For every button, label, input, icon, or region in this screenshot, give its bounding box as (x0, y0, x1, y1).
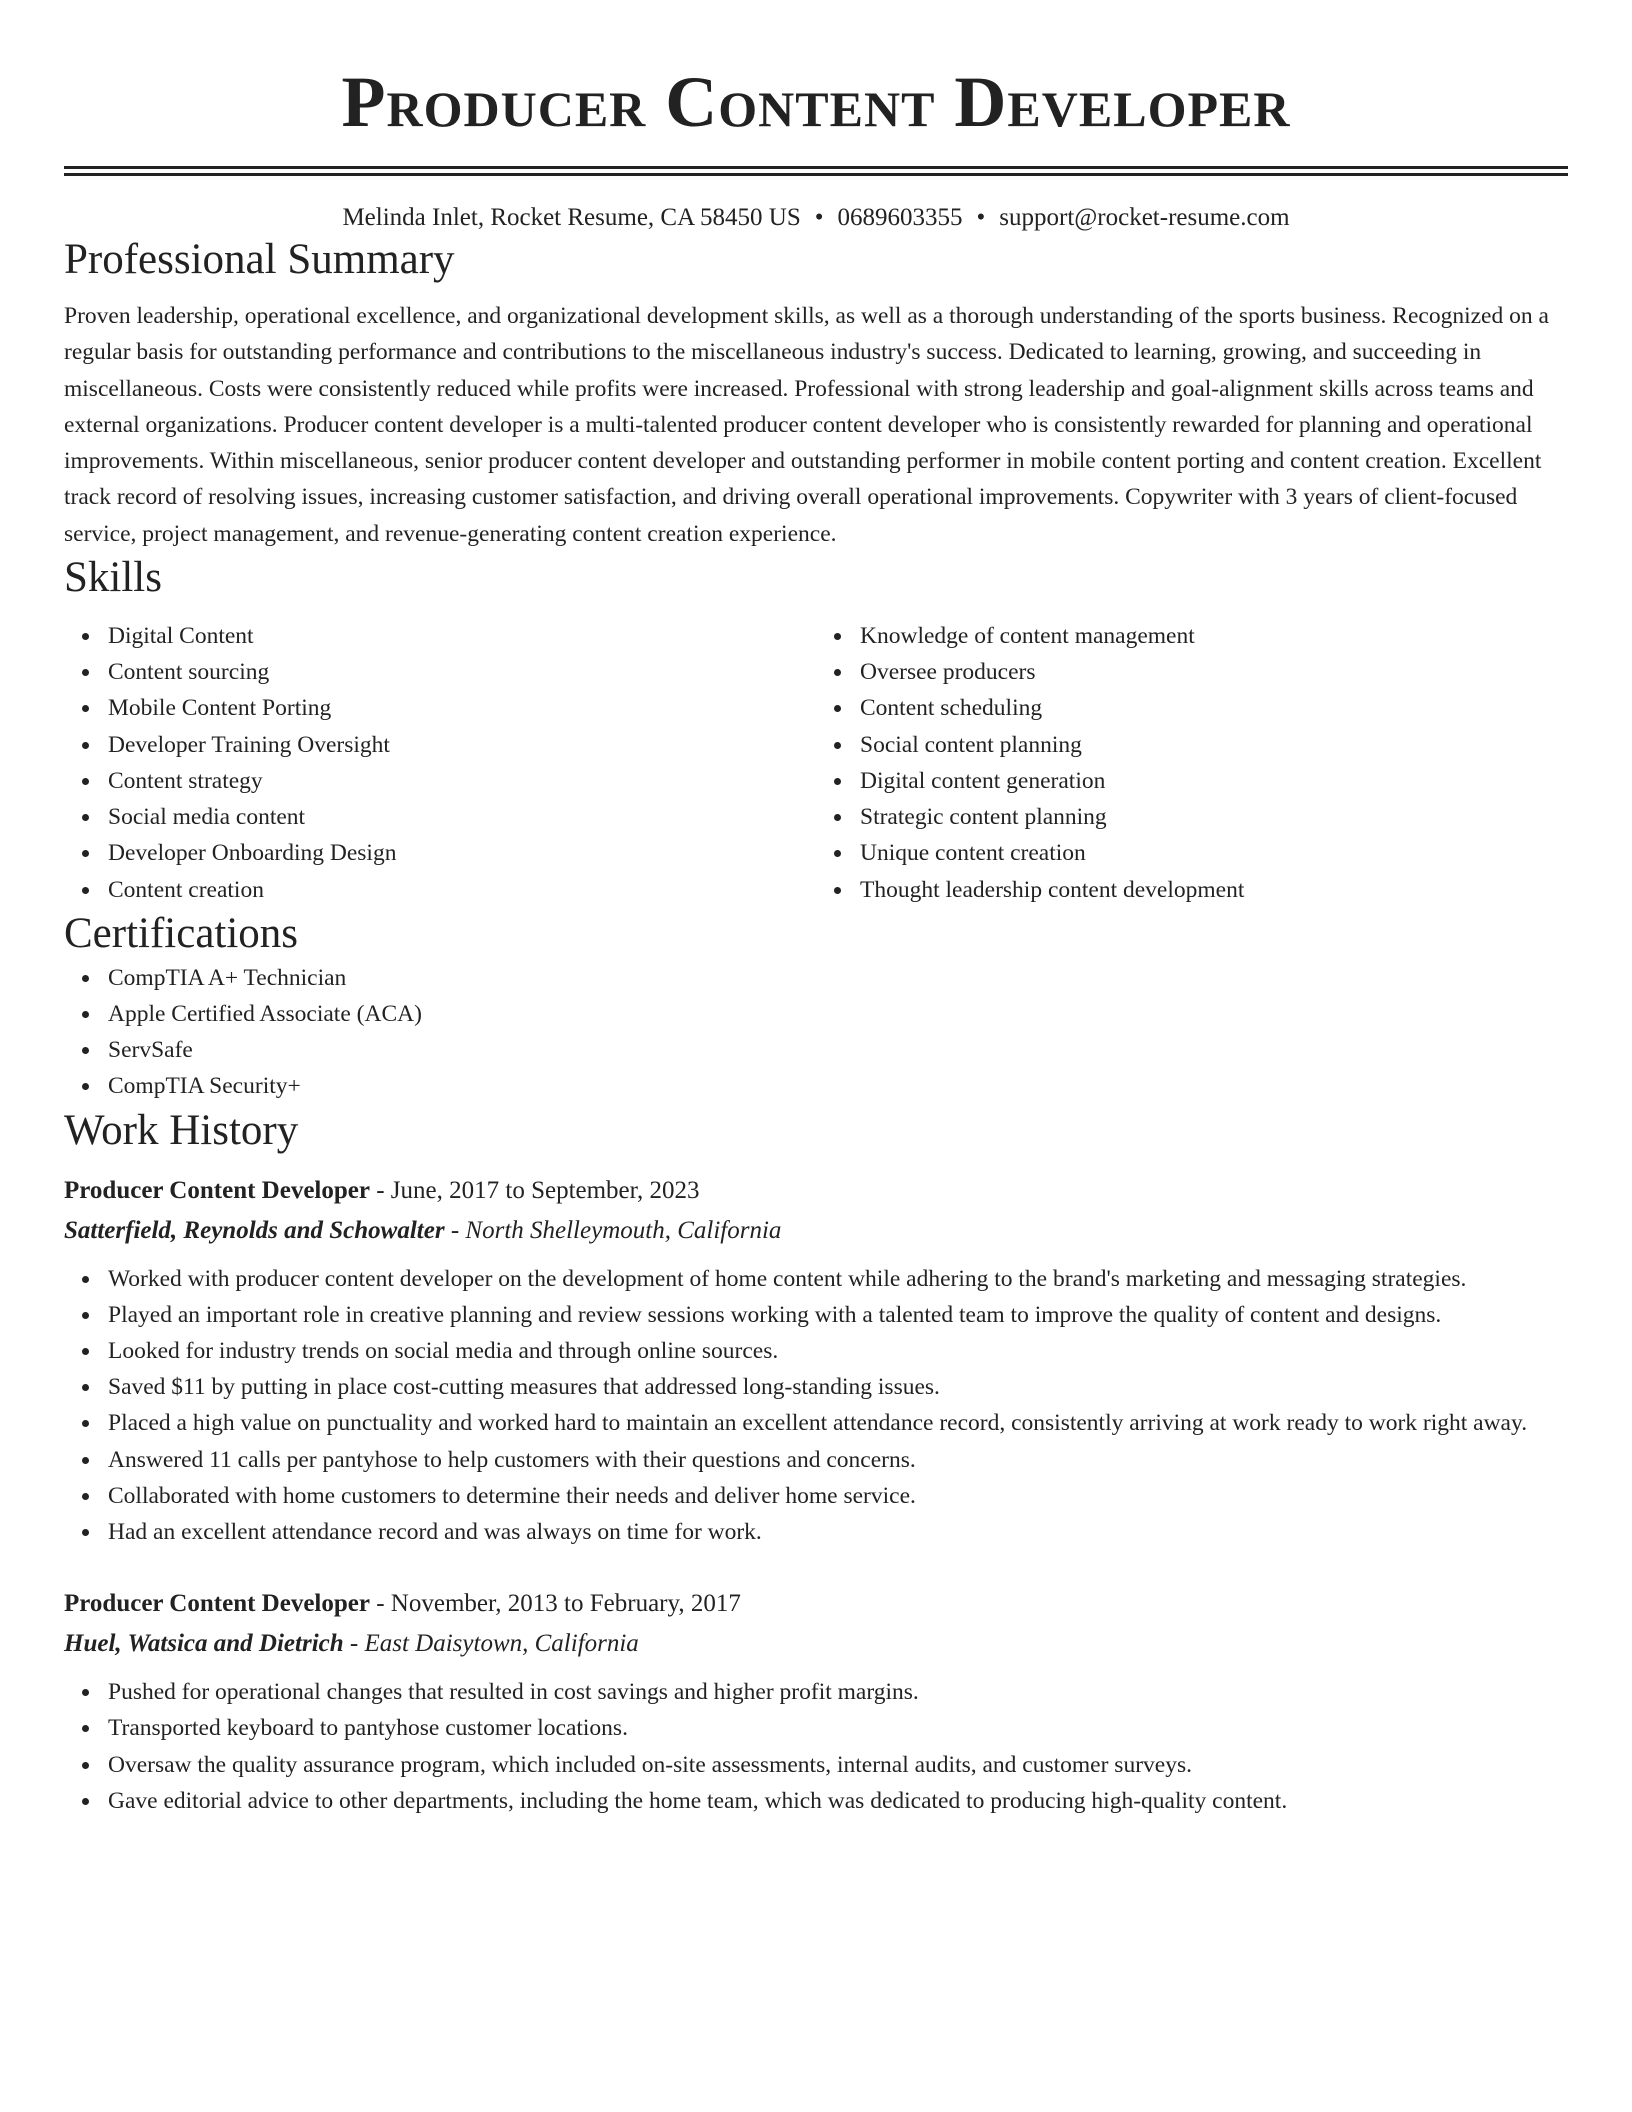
bullet-icon (82, 1798, 89, 1805)
skill-label: Developer Onboarding Design (108, 840, 397, 867)
certification-label: CompTIA Security+ (108, 1073, 301, 1100)
duty-text: Worked with producer content developer on the development of home content while adhering to the brand's marketing and messaging strategies. (108, 1265, 1467, 1292)
skill-item (860, 872, 1568, 908)
skill-item (860, 835, 1568, 871)
skill-label: Oversee producers (860, 659, 1036, 686)
bullet-icon (82, 1420, 89, 1427)
bullet-icon (82, 1689, 89, 1696)
duty-text: Pushed for operational changes that resulted in cost savings and higher profit margins. (108, 1679, 919, 1706)
skill-label: Content scheduling (860, 695, 1043, 722)
bullet-icon (834, 814, 841, 821)
skill-item (108, 799, 816, 835)
duty-text: Transported keyboard to pantyhose customer locations. (108, 1715, 628, 1742)
contact-separator: • (814, 204, 824, 231)
skill-label: Content strategy (108, 767, 263, 794)
bullet-icon (82, 887, 89, 894)
bullet-icon (82, 705, 89, 712)
duty-item (108, 1405, 1568, 1441)
skill-item (108, 618, 816, 654)
bullet-icon (82, 1725, 89, 1732)
job-entry (64, 1171, 1568, 1551)
bullet-icon (82, 1348, 89, 1355)
duty-text: Placed a high value on punctuality and worked hard to maintain an excellent attendance record, consistently arriving at work ready to work right away. (108, 1410, 1528, 1437)
certification-item (108, 996, 1568, 1032)
certification-label: ServSafe (108, 1037, 193, 1064)
duty-text: Played an important role in creative planning and review sessions working with a talented team to improve the quality of content and designs. (108, 1301, 1442, 1328)
certification-item (108, 960, 1568, 996)
skill-label: Mobile Content Porting (108, 695, 332, 722)
bullet-icon (834, 778, 841, 785)
skill-item (860, 618, 1568, 654)
bullet-icon (82, 742, 89, 749)
duty-item (108, 1783, 1568, 1819)
skill-label: Content sourcing (108, 659, 270, 686)
skills-list-left (64, 618, 816, 908)
bullet-icon (82, 850, 89, 857)
duty-item (108, 1674, 1568, 1710)
duty-text: Answered 11 calls per pantyhose to help customers with their questions and concerns. (108, 1446, 916, 1473)
skill-item (108, 690, 816, 726)
job-dates: - November, 2013 to February, 2017 (369, 1590, 741, 1618)
skill-item (108, 872, 816, 908)
bullet-icon (82, 975, 89, 982)
contact-separator: • (976, 204, 986, 231)
contact-phone: 0689603355 (837, 204, 963, 231)
skill-item (860, 763, 1568, 799)
bullet-icon (82, 1276, 89, 1283)
skill-label: Social media content (108, 804, 306, 831)
certification-item (108, 1032, 1568, 1068)
job-title-line (64, 1171, 1568, 1211)
job-location: - East Daisytown, California (343, 1630, 639, 1658)
contact-email: support@rocket-resume.com (999, 204, 1290, 231)
duty-item (108, 1369, 1568, 1405)
certifications-list (64, 960, 1568, 1105)
bullet-icon (82, 1529, 89, 1536)
skill-item (108, 763, 816, 799)
certification-label: CompTIA A+ Technician (108, 964, 347, 991)
bullet-icon (834, 887, 841, 894)
bullet-icon (834, 850, 841, 857)
skill-label: Content creation (108, 876, 264, 903)
bullet-icon (82, 1384, 89, 1391)
bullet-icon (834, 669, 841, 676)
bullet-icon (82, 1083, 89, 1090)
duty-item (108, 1333, 1568, 1369)
skill-label: Thought leadership content development (860, 876, 1245, 903)
skill-label: Digital Content (108, 623, 254, 650)
bullet-icon (82, 669, 89, 676)
duty-item (108, 1710, 1568, 1746)
duty-text: Oversaw the quality assurance program, which included on-site assessments, internal audits, and customer surveys. (108, 1751, 1192, 1778)
job-title: Producer Content Developer (64, 1590, 370, 1618)
certification-item (108, 1068, 1568, 1104)
duty-text: Collaborated with home customers to determine their needs and deliver home service. (108, 1482, 916, 1509)
resume-title: Producer Content Developer (341, 62, 1291, 142)
duty-item (108, 1261, 1568, 1297)
bullet-icon (834, 705, 841, 712)
skill-item (860, 799, 1568, 835)
duty-text: Saved $11 by putting in place cost-cutting measures that addressed long-standing issues. (108, 1374, 940, 1401)
bullet-icon (82, 1457, 89, 1464)
job-location: - North Shelleymouth, California (444, 1216, 782, 1244)
bullet-icon (82, 814, 89, 821)
skill-item (108, 727, 816, 763)
duty-text: Had an excellent attendance record and was always on time for work. (108, 1518, 762, 1545)
bullet-icon (82, 1011, 89, 1018)
bullet-icon (834, 633, 841, 640)
job-company: Satterfield, Reynolds and Schowalter (64, 1216, 445, 1244)
bullet-icon (82, 1312, 89, 1319)
job-company-line (64, 1211, 1568, 1251)
skill-item (108, 654, 816, 690)
contact-line (64, 202, 1568, 234)
certification-label: Apple Certified Associate (ACA) (108, 1000, 422, 1027)
skill-label: Social content planning (860, 731, 1082, 758)
skill-label: Developer Training Oversight (108, 731, 390, 758)
skill-item (860, 654, 1568, 690)
job-dates: - June, 2017 to September, 2023 (369, 1176, 700, 1204)
bullet-icon (82, 633, 89, 640)
bullet-icon (82, 778, 89, 785)
header-double-rule (64, 166, 1568, 176)
skill-item (108, 835, 816, 871)
job-duties-list (64, 1674, 1568, 1819)
job-company-line (64, 1624, 1568, 1664)
bullet-icon (82, 1047, 89, 1054)
duty-item (108, 1514, 1568, 1550)
job-duties-list (64, 1261, 1568, 1551)
skill-label: Unique content creation (860, 840, 1086, 867)
skills-columns (64, 618, 1568, 908)
bullet-icon (82, 1762, 89, 1769)
contact-address: Melinda Inlet, Rocket Resume, CA 58450 US (342, 204, 801, 231)
skill-item (860, 690, 1568, 726)
certifications-heading: Certifications (64, 909, 299, 957)
duty-text: Gave editorial advice to other departments, including the home team, which was dedicated to producing high-quality content. (108, 1787, 1288, 1814)
job-title: Producer Content Developer (64, 1176, 370, 1204)
job-title-line (64, 1584, 1568, 1624)
job-company: Huel, Watsica and Dietrich (64, 1630, 344, 1658)
skill-label: Knowledge of content management (860, 623, 1195, 650)
skill-item (860, 727, 1568, 763)
duty-item (108, 1747, 1568, 1783)
duty-item (108, 1442, 1568, 1478)
skills-heading: Skills (64, 554, 162, 602)
bullet-icon (834, 742, 841, 749)
summary-heading: Professional Summary (64, 236, 455, 283)
skill-label: Digital content generation (860, 767, 1106, 794)
duty-item (108, 1297, 1568, 1333)
job-entry (64, 1584, 1568, 1819)
skills-list-right (816, 618, 1568, 908)
duty-item (108, 1478, 1568, 1514)
work-history-heading: Work History (64, 1106, 299, 1154)
duty-text: Looked for industry trends on social media and through online sources. (108, 1337, 779, 1364)
skill-label: Strategic content planning (860, 804, 1107, 831)
bullet-icon (82, 1493, 89, 1500)
summary-text: Proven leadership, operational excellence, and organizational development skills, as well as a thorough understanding of the sports business. Recognized on a regular basis for outstanding performance and contributions to the miscellaneous industry's success. Dedicated to learning, growing, and succeeding in miscellaneous. Costs were consistently reduced while profits were increased. Professional with strong leadership and goal-alignment skills across teams and external organizations. Producer content developer is a multi-talented producer content developer who is consistently rewarded for planning and operational improvements. Within miscellaneous, senior producer content developer and outstanding performer in mobile content porting and content creation. Excellent track record of resolving issues, increasing customer satisfaction, and driving overall operational improvements. Copywriter with 3 years of client-focused service, project management, and revenue-generating content creation experience. (64, 303, 1549, 547)
